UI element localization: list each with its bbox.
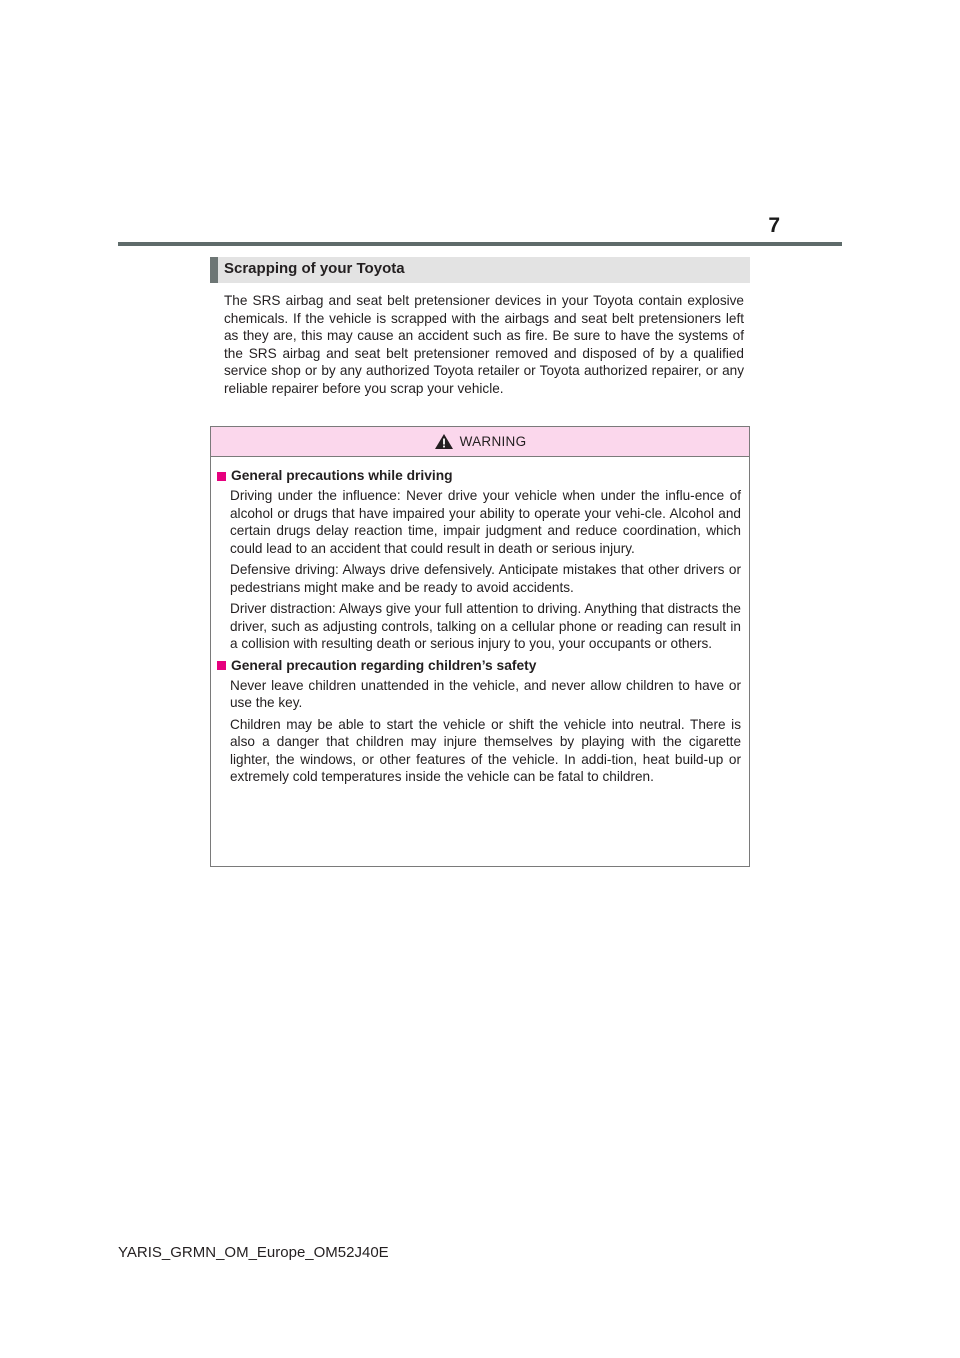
warning-item-heading <box>217 657 741 675</box>
warning-paragraph: Defensive driving: Always drive defensively. Anticipate mistakes that other drivers or pedestrians might make and be ready to avoid accidents. <box>230 562 741 595</box>
warning-body <box>211 457 749 786</box>
footer-document-id: YARIS_GRMN_OM_Europe_OM52J40E <box>118 1244 389 1261</box>
warning-triangle-icon <box>434 433 454 450</box>
section-heading-marker <box>210 257 218 283</box>
warning-paragraph: Never leave children unattended in the vehicle, and never allow children to have or use the key. <box>230 677 741 710</box>
warning-header <box>211 427 749 457</box>
header-rule <box>118 242 842 246</box>
warning-item-heading <box>217 467 741 485</box>
section-body: The SRS airbag and seat belt pretensioner devices in your Toyota contain explosive chemicals. If the vehicle is scrapped with the airbags and seat belt pretensioners left as they are, this may cause an accident such as fire. Be sure to have the systems of the SRS airbag and seat belt pretensioner removed and disposed of by a qualified service shop or by any authorized Toyota retailer or Toyota authorized repairer, or any reliable repairer before you scrap your vehicle. <box>224 293 744 396</box>
bullet-square-icon <box>217 472 226 481</box>
section-title: Scrapping of your Toyota <box>224 260 405 277</box>
section-heading-bar <box>210 257 750 283</box>
warning-paragraph: Driving under the influence: Never drive your vehicle when under the influ-ence of alcohol or drugs that have impaired your ability to operate your vehi-cle. Alcohol and certain drugs delay reaction time, impair judgment and reduce coordination, which could lead to an accident that could result in death or serious injury. <box>230 488 741 556</box>
bullet-square-icon <box>217 661 226 670</box>
warning-label: WARNING <box>459 434 527 449</box>
warning-item <box>217 467 741 653</box>
warning-paragraph: Children may be able to start the vehicle or shift the vehicle into neutral. There is also a danger that children may injure themselves by playing with the cigarette lighter, the windows, or other features of the vehicle. In addi-tion, heat build-up or extremely cold temperatures inside the vehicle can be fatal to children. <box>230 716 741 784</box>
warning-paragraph: Driver distraction: Always give your full attention to driving. Anything that distracts the driver, such as adjusting controls, talking on a cellular phone or reading can result in a collision with resulting death or serious injury to you, your occupants or others. <box>230 601 741 651</box>
page-number: 7 <box>768 214 780 237</box>
warning-item <box>217 657 741 786</box>
warning-box <box>210 426 750 867</box>
warning-item-heading-text: General precautions while driving <box>231 468 453 483</box>
warning-item-heading-text: General precaution regarding children’s safety <box>231 657 537 673</box>
